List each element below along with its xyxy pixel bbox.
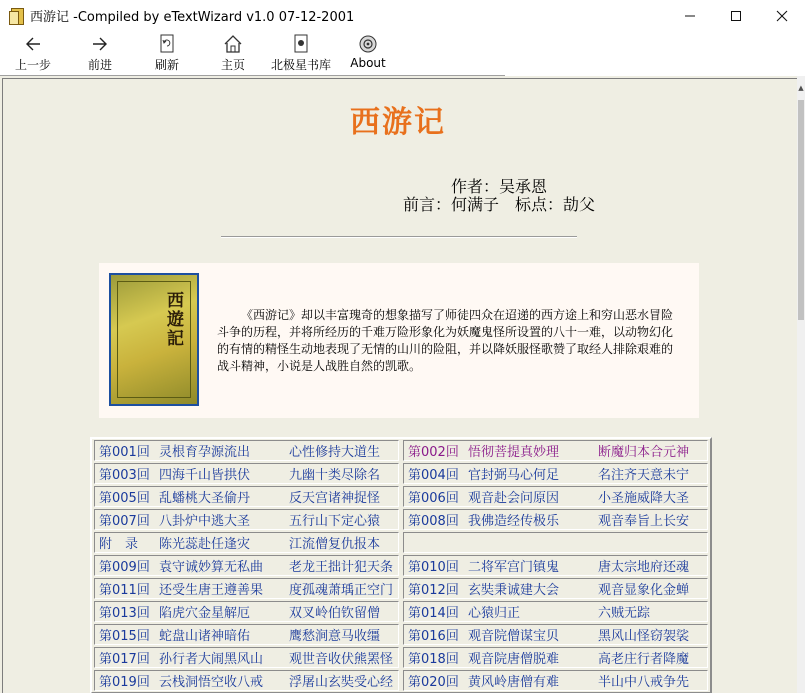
chapter-row xyxy=(92,439,710,462)
chapter-number-link[interactable]: 第010回 xyxy=(408,560,459,575)
chapter-cell xyxy=(403,532,708,553)
chapter-cell xyxy=(94,463,399,484)
chapter-title-link[interactable]: 名注齐天意未宁 xyxy=(598,468,690,483)
chapter-number-link[interactable]: 第016回 xyxy=(408,629,459,644)
chapter-cell xyxy=(94,555,399,576)
refresh-button[interactable] xyxy=(134,31,200,73)
chapter-title-link[interactable]: 唐太宗地府还魂 xyxy=(598,560,690,575)
chapter-row xyxy=(92,462,710,485)
chapter-number-link[interactable]: 第004回 xyxy=(408,468,459,483)
scrollbar-thumb[interactable] xyxy=(798,100,804,320)
chapter-title-link[interactable]: 九幽十类尽除名 xyxy=(289,468,381,483)
library-button[interactable] xyxy=(266,31,336,73)
chapter-number-link[interactable]: 第007回 xyxy=(99,514,150,529)
chapter-title-link[interactable]: 蛇盘山诸神暗佑 xyxy=(159,629,251,644)
chapter-number-link[interactable]: 第008回 xyxy=(408,514,459,529)
forward-arrow-icon xyxy=(91,34,109,54)
chapter-number-link[interactable]: 第012回 xyxy=(408,583,459,598)
chapter-cell xyxy=(94,578,399,599)
refresh-icon xyxy=(159,34,175,54)
chapter-cell xyxy=(403,463,708,484)
chapter-title-link[interactable]: 观音显象化金蝉 xyxy=(598,583,690,598)
forward-label: 前进 xyxy=(87,58,112,72)
chapter-cell xyxy=(94,624,399,645)
chapter-cell xyxy=(94,647,399,668)
chapter-title-link[interactable]: 二将军宫门镇鬼 xyxy=(468,560,560,575)
home-button[interactable] xyxy=(200,31,266,73)
chapter-number-link[interactable]: 第006回 xyxy=(408,491,459,506)
chapter-number-link[interactable]: 第014回 xyxy=(408,606,459,621)
chapter-title-link[interactable]: 云栈洞悟空收八戒 xyxy=(159,675,264,690)
about-button[interactable] xyxy=(336,31,400,73)
home-label: 主页 xyxy=(220,58,245,72)
chapter-cell xyxy=(94,670,399,691)
chapter-title-link[interactable]: 黄风岭唐僧有难 xyxy=(468,675,560,690)
chapter-number-link[interactable]: 第015回 xyxy=(99,629,150,644)
chapter-number-link[interactable]: 第009回 xyxy=(99,560,150,575)
book-cover-image xyxy=(109,273,199,406)
chapter-title-link[interactable]: 乱蟠桃大圣偷丹 xyxy=(159,491,251,506)
chapter-title-link[interactable]: 还受生唐王遵善果 xyxy=(159,583,264,598)
chapter-cell xyxy=(403,486,708,507)
chapter-number-link[interactable]: 第011回 xyxy=(99,583,150,598)
chapter-cell xyxy=(94,509,399,530)
maximize-button[interactable] xyxy=(713,0,759,31)
title-bar xyxy=(0,0,805,31)
chapter-title-link[interactable]: 江流僧复仇报本 xyxy=(289,537,381,552)
chapter-title-link[interactable]: 孙行者大闹黑风山 xyxy=(159,652,264,667)
chapter-cell xyxy=(403,555,708,576)
app-book-icon xyxy=(9,8,23,24)
home-icon xyxy=(223,34,243,54)
chapter-title-link[interactable]: 袁守诚妙算无私曲 xyxy=(159,560,264,575)
chapter-number-link[interactable]: 附 录 xyxy=(99,537,139,552)
chapter-number-link[interactable]: 第005回 xyxy=(99,491,150,506)
chapter-row xyxy=(92,508,710,531)
chapter-title-link[interactable]: 灵根育孕源流出 xyxy=(159,445,251,460)
vertical-scrollbar[interactable] xyxy=(797,76,805,693)
chapter-row xyxy=(92,623,710,646)
intro-text: 《西游记》却以丰富瑰奇的想象描写了师徒四众在迢递的西方途上和穷山恶水冒险斗争的历程，并将所经历的千难万险形象化为妖魔鬼怪所设置的八十一难，以动物幻化的有情的精怪生动地表现了无情的山川的险阻，并以降妖服怪歌赞了取经人排除艰难的战斗精神，小说是人战胜自然的凯歌。 xyxy=(217,308,674,373)
chapter-title-link[interactable]: 四海千山皆拱伏 xyxy=(159,468,251,483)
chapter-title-link[interactable]: 心猿归正 xyxy=(468,606,521,621)
chapter-title-link[interactable]: 双叉岭伯钦留僧 xyxy=(289,606,381,621)
chapter-cell xyxy=(94,601,399,622)
preface-line: 前言：何满子 标点：劼父 xyxy=(403,195,596,214)
chapter-title-link[interactable]: 八卦炉中逃大圣 xyxy=(159,514,251,529)
back-label: 上一步 xyxy=(14,58,51,72)
chapter-title-link[interactable]: 五行山下定心猿 xyxy=(289,514,381,529)
back-button[interactable] xyxy=(0,31,66,73)
minimize-icon xyxy=(684,10,696,22)
chapter-title-link[interactable]: 观音院僧谋宝贝 xyxy=(468,629,560,644)
chapter-title-link[interactable]: 观世音收伏熊罴怪 xyxy=(289,652,394,667)
chapter-number-link[interactable]: 第002回 xyxy=(408,445,459,460)
chapter-row xyxy=(92,485,710,508)
chapter-row xyxy=(92,554,710,577)
chapter-number-link[interactable]: 第017回 xyxy=(99,652,150,667)
chapter-cell xyxy=(403,647,708,668)
chapter-title-link[interactable]: 度孤魂萧瑀正空门 xyxy=(289,583,394,598)
close-icon xyxy=(776,10,788,22)
forward-button[interactable] xyxy=(66,31,134,73)
chapter-cell xyxy=(403,624,708,645)
chapter-title-link[interactable]: 陈光蕊赴任逢灾 xyxy=(159,537,251,552)
chapter-number-link[interactable]: 第001回 xyxy=(99,445,150,460)
chapter-title-link[interactable]: 高老庄行者降魔 xyxy=(598,652,690,667)
chapter-title-link[interactable]: 陷虎穴金星解厄 xyxy=(159,606,251,621)
chapter-title-link[interactable]: 六贼无踪 xyxy=(598,606,651,621)
chapter-cell xyxy=(403,670,708,691)
chapter-title-link[interactable]: 观音院唐僧脱难 xyxy=(468,652,560,667)
chapter-title-link[interactable]: 心性修持大道生 xyxy=(289,445,381,460)
chapter-cell xyxy=(94,532,399,553)
toolbar xyxy=(0,31,805,75)
chapter-row xyxy=(92,577,710,600)
chapter-title-link[interactable]: 悟彻菩提真妙理 xyxy=(468,445,560,460)
chapter-title-link[interactable]: 观音奉旨上长安 xyxy=(598,514,690,529)
divider xyxy=(221,236,577,238)
chapter-number-link[interactable]: 第019回 xyxy=(99,675,150,690)
maximize-icon xyxy=(730,10,742,22)
chapter-title-link[interactable]: 观音赴会问原因 xyxy=(468,491,560,506)
chapter-title-link[interactable]: 黑风山怪窃袈裟 xyxy=(598,629,690,644)
chapter-title-link[interactable]: 官封弼马心何足 xyxy=(468,468,560,483)
chapter-title-link[interactable]: 断魔归本合元神 xyxy=(598,445,690,460)
chapter-title-link[interactable]: 反天宫诸神捉怪 xyxy=(289,491,381,506)
content-area[interactable] xyxy=(0,76,805,693)
chapter-number-link[interactable]: 第020回 xyxy=(408,675,459,690)
chapter-cell xyxy=(403,578,708,599)
chapter-cell xyxy=(403,440,708,461)
about-label: About xyxy=(350,56,386,70)
chapter-number-link[interactable]: 第018回 xyxy=(408,652,459,667)
chapter-title-link[interactable]: 老龙王拙计犯天条 xyxy=(289,560,394,575)
back-arrow-icon xyxy=(24,34,42,54)
chapter-title-link[interactable]: 我佛造经传极乐 xyxy=(468,514,560,529)
chapter-row xyxy=(92,646,710,669)
book-title: 西游记 xyxy=(350,105,446,140)
intro-box xyxy=(99,263,699,418)
chapter-number-link[interactable]: 第013回 xyxy=(99,606,150,621)
document-frame xyxy=(2,78,798,693)
chapter-row xyxy=(92,669,710,692)
refresh-label: 刷新 xyxy=(154,58,179,72)
chapter-title-link[interactable]: 浮屠山玄奘受心经 xyxy=(289,675,394,690)
chapter-cell xyxy=(403,509,708,530)
chapter-cell xyxy=(94,486,399,507)
chapter-number-link[interactable]: 第003回 xyxy=(99,468,150,483)
chapter-title-link[interactable]: 半山中八戒争先 xyxy=(598,675,690,690)
library-label: 北极星书库 xyxy=(270,58,331,72)
chapter-cell xyxy=(403,601,708,622)
close-button[interactable] xyxy=(759,0,805,31)
author-line: 作者：吴承恩 xyxy=(451,177,548,196)
minimize-button[interactable] xyxy=(667,0,713,31)
window-title: 西游记 -Compiled by eTextWizard v1.0 07-12-2001 xyxy=(30,10,355,25)
chapter-table xyxy=(90,437,712,693)
chapter-cell xyxy=(94,440,399,461)
chapter-row xyxy=(92,600,710,623)
chapter-title-link[interactable]: 小圣施威降大圣 xyxy=(598,491,690,506)
chapter-title-link[interactable]: 鹰愁涧意马收缰 xyxy=(289,629,381,644)
chapter-row xyxy=(92,531,710,554)
chapter-title-link[interactable]: 玄奘秉诚建大会 xyxy=(468,583,560,598)
cover-title: 西遊記 xyxy=(163,291,183,348)
scroll-up-icon[interactable]: ▲ xyxy=(798,84,804,92)
about-icon xyxy=(358,34,378,54)
library-icon xyxy=(293,34,309,54)
